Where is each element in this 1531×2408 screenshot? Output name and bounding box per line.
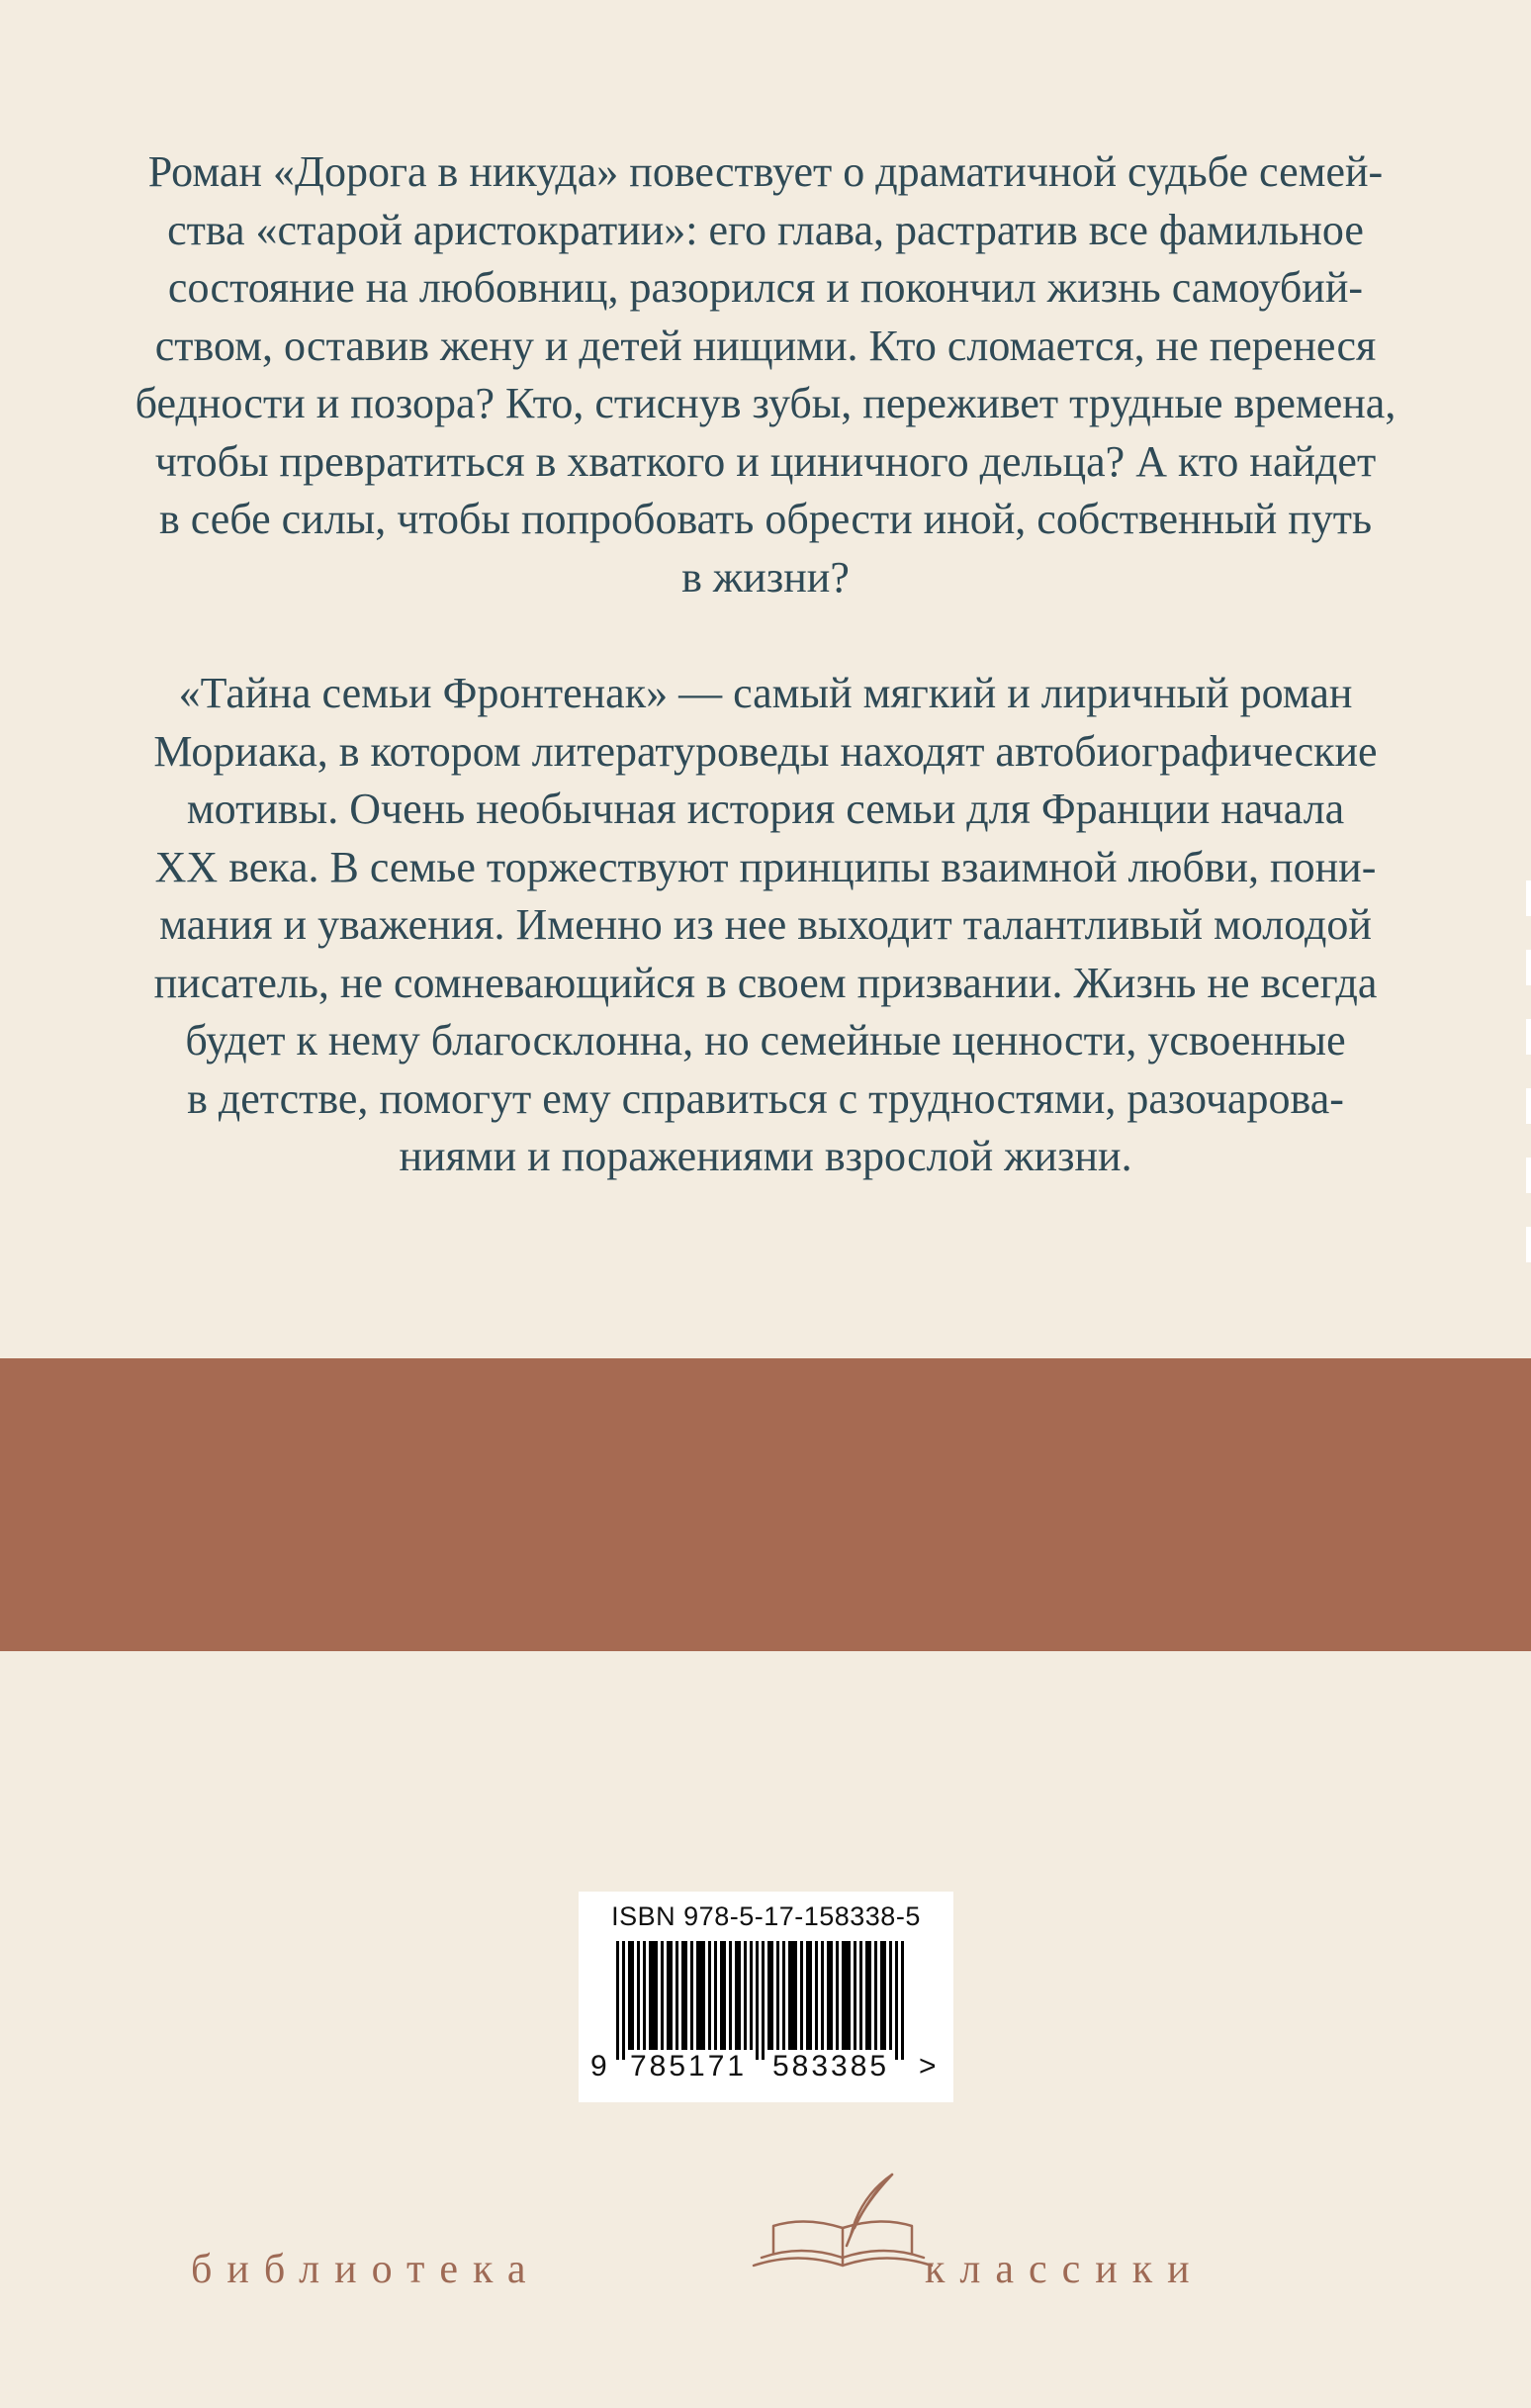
barcode-quiet-mark: >: [919, 2050, 937, 2083]
text-line: «Тайна семьи Фронтенак» — самый мягкий и лиричный роман: [178, 669, 1353, 717]
isbn-barcode-block: [579, 1892, 953, 2102]
text-line: бедности и позора? Кто, стиснув зубы, переживет трудные времена,: [135, 379, 1396, 427]
text-line: ниями и поражениями взрослой жизни.: [399, 1132, 1132, 1180]
description-paragraph-2: [57, 665, 1474, 1186]
spine-edge-marks: [1526, 880, 1531, 1316]
text-line: мания и уважения. Именно из нее выходит талантливый молодой: [159, 900, 1372, 949]
description-paragraph-1: [57, 143, 1474, 606]
series-label-left: библиотека: [191, 2247, 541, 2292]
barcode-icon: [616, 1941, 913, 2060]
barcode-digit-group-1: 785171: [630, 2050, 748, 2083]
barcode-digit-group-2: 583385: [772, 2050, 890, 2083]
text-line: будет к нему благосклонна, но семейные ценности, усвоенные: [185, 1016, 1346, 1065]
text-line: ства «старой аристократии»: его глава, растратив все фамильное: [167, 205, 1364, 254]
text-line: Мориака, в котором литературоведы находят автобиографические: [153, 726, 1378, 776]
text-line: в себе силы, чтобы попробовать обрести иной, собственный путь: [158, 495, 1373, 543]
text-line: состояние на любовниц, разорился и покончил жизнь самоубий-: [167, 263, 1364, 312]
text-line: мотивы. Очень необычная история семьи для Франции начала: [186, 785, 1345, 833]
decorative-band: [0, 1358, 1531, 1651]
text-line: Роман «Дорога в никуда» повествует о драматичной судьбе семей-: [147, 147, 1384, 196]
text-line: в жизни?: [681, 552, 850, 602]
text-line: чтобы превратиться в хваткого и циничного дельца? А кто найдет: [154, 436, 1377, 486]
open-book-quill-icon: [744, 2167, 942, 2285]
text-line: ством, оставив жену и детей нищими. Кто сломается, не перенеся: [154, 321, 1377, 370]
text-line: XX века. В семье торжествуют принципы взаимной любви, пони-: [154, 842, 1377, 891]
text-line: в детстве, помогут ему справиться с трудностями, разочарова-: [187, 1073, 1344, 1123]
isbn-label: ISBN 978-5-17-158338-5: [611, 1901, 921, 1931]
barcode-digit-prefix: 9: [590, 2050, 607, 2083]
text-line: писатель, не сомневающийся в своем призвании. Жизнь не всегда: [153, 958, 1378, 1007]
series-label-right: классики: [925, 2247, 1205, 2292]
